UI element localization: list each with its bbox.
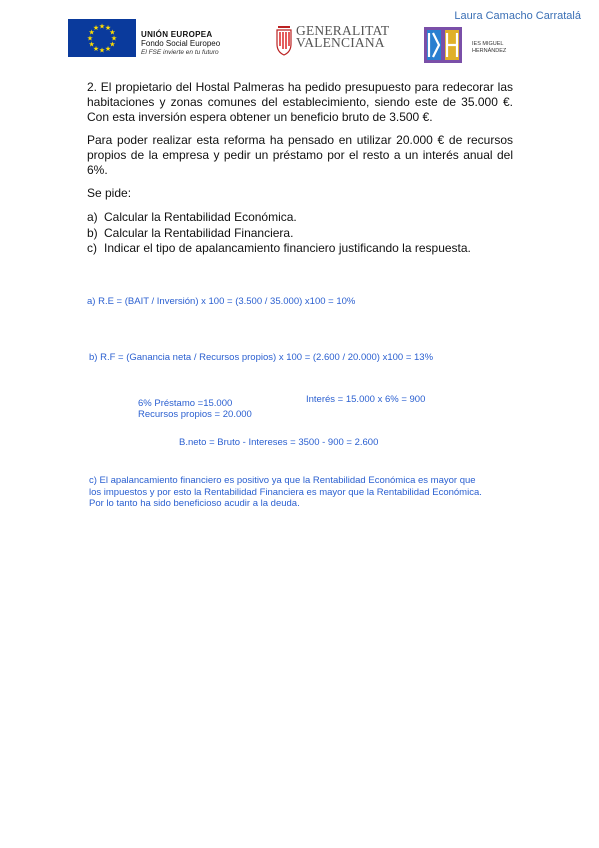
answer-c-line: los impuestos y por esto la Rentabilidad Financiera es mayor que la Rentabilidad Económica. [89,486,482,498]
beneficio-neto-note: B.neto = Bruto - Intereses = 3500 - 900 = 2.600 [179,437,379,448]
list-item-marker: a) [87,210,98,224]
eu-star-icon: ★ [98,47,106,55]
eu-star-icon: ★ [98,23,106,31]
eu-flag-logo [68,19,136,57]
eu-logo-line3: El FSE invierte en tu futuro [141,49,219,56]
answer-a: a) R.E = (BAIT / Inversión) x 100 = (3.500 / 35.000) x100 = 10% [87,296,356,307]
eu-logo-line1: UNIÓN EUROPEA [141,30,213,39]
ies-logo-icon [424,27,462,63]
eu-star-icon: ★ [86,35,94,43]
list-item-text: Calcular la Rentabilidad Financiera. [104,225,294,240]
eu-star-icon: ★ [88,29,95,37]
eu-logo-text [141,30,220,57]
answer-b: b) R.F = (Ganancia neta / Recursos propios) x 100 = (2.600 / 20.000) x100 = 13% [89,352,434,363]
eu-star-icon: ★ [110,35,118,43]
eu-star-icon: ★ [109,41,116,49]
recursos-note: Recursos propios = 20.000 [138,409,252,420]
eu-star-icon: ★ [104,25,112,33]
list-item [87,210,471,226]
eu-star-icon: ★ [92,45,100,53]
gv-logo-line1: GENERALITAT [296,23,390,38]
eu-star-icon: ★ [92,25,100,33]
answer-c-line: Por lo tanto ha sido beneficioso acudir a la deuda. [89,498,300,509]
statement-paragraph-2: Para poder realizar esta reforma ha pensado en utilizar 20.000 € de recursos propios de la empresa y pedir un préstamo por el resto a un interés anual del 6%. [87,133,513,177]
ies-logo-line2: HERNÁNDEZ [472,48,507,54]
generalitat-logo-text [296,25,389,49]
ies-logo-line1: IES MIGUEL [472,41,504,47]
list-item-text: Calcular la Rentabilidad Económica. [104,210,297,224]
list-item [87,226,471,242]
statement-paragraph-1: 2. El propietario del Hostal Palmeras ha pedido presupuesto para redecorar las habitaciones y zonas comunes del establecimiento, siendo este de 35.000 €. Con esta inversión espera obtener un beneficio bruto de 3.500 €. [87,80,513,124]
answer-c [89,475,549,510]
eu-logo-line2: Fondo Social Europeo [141,39,221,48]
list-item-marker: b) [87,225,98,240]
prestamo-note: 6% Préstamo =15.000 [138,398,233,409]
gv-logo-line2: VALENCIANA [296,35,385,50]
question-list [87,210,471,257]
ies-logo-text [472,41,506,55]
eu-star-icon: ★ [88,41,95,49]
author-name: Laura Camacho Carratalá [454,10,581,22]
se-pide-label: Se pide: [87,186,132,200]
interes-note: Interés = 15.000 x 6% = 900 [306,394,426,405]
list-item [87,241,471,257]
answer-c-line: c) El apalancamiento financiero es positivo ya que la Rentabilidad Económica es mayor que [89,475,476,486]
generalitat-emblem-icon [275,24,293,56]
eu-star-icon: ★ [109,29,116,37]
list-item-marker: c) [87,241,97,255]
list-item-text: Indicar el tipo de apalancamiento financiero justificando la respuesta. [104,241,471,255]
eu-star-icon: ★ [104,45,112,53]
